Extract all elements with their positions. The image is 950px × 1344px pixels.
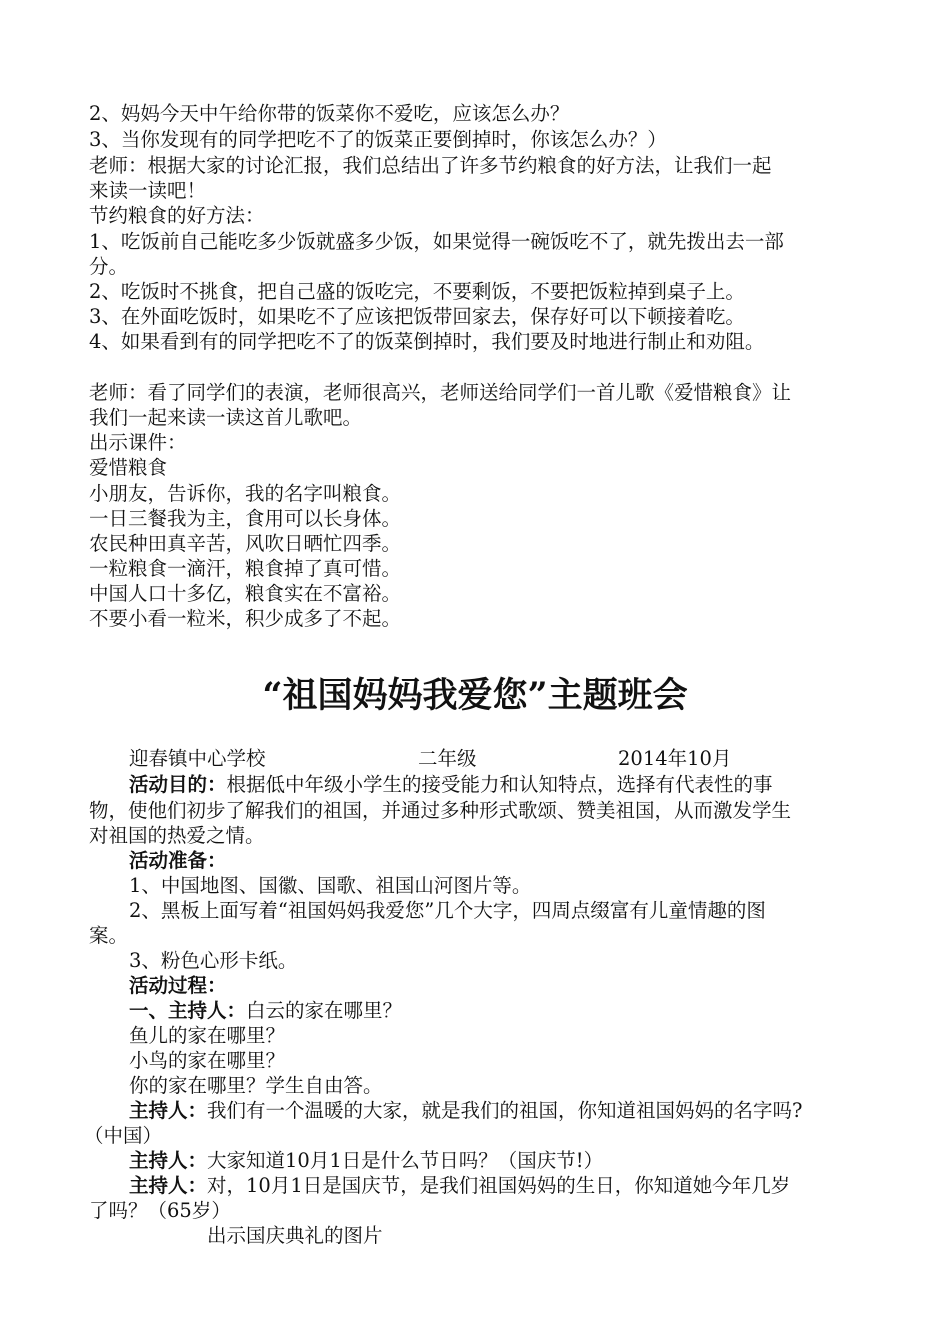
host-line [129, 1148, 869, 1174]
text-line: （中国） [84, 1124, 163, 1147]
section-title: “祖国妈妈我爱您”主题班会 [262, 675, 688, 716]
poem-line: 不要小看一粒米，积少成多了不起。 [89, 607, 402, 630]
host-text: 我们有一个温暖的大家，就是我们的祖国，你知道祖国妈妈的名字吗? [207, 1099, 803, 1122]
text-line: 老师：根据大家的讨论汇报，我们总结出了许多节约粮食的好方法，让我们一起 [89, 154, 772, 177]
grade-label: 二年级 [418, 747, 477, 770]
goal-text: 根据低中年级小学生的接受能力和认知特点，选择有代表性的事 [226, 773, 773, 796]
process-label: 活动过程： [129, 974, 227, 997]
prep-label: 活动准备： [129, 849, 227, 872]
school-name: 迎春镇中心学校 [129, 747, 266, 770]
poem-line: 一粒粮食一滴汗，粮食掉了真可惜。 [89, 557, 402, 580]
poem-line: 农民种田真辛苦，风吹日晒忙四季。 [89, 532, 402, 555]
text-line: 对祖国的热爱之情。 [89, 824, 265, 847]
text-line: 出示课件： [89, 431, 187, 454]
text-line: 节约粮食的好方法： [89, 204, 265, 227]
poem-line: 一日三餐我为主，食用可以长身体。 [89, 507, 402, 530]
prep-item: 3、粉色心形卡纸。 [129, 949, 298, 972]
host-line [129, 998, 869, 1024]
goal-paragraph [129, 772, 869, 798]
text-line: 4、如果看到有的同学把吃不了的饭菜倒掉时，我们要及时地进行制止和劝阻。 [89, 330, 765, 353]
host-label: 主持人： [129, 1149, 208, 1172]
text-line: 2、吃饭时不挑食，把自己盛的饭吃完，不要剩饭，不要把饭粒掉到桌子上。 [89, 280, 745, 303]
text-line: 我们一起来读一读这首儿歌吧。 [89, 406, 363, 429]
text-line: 分。 [89, 255, 129, 278]
host-text: 白云的家在哪里？ [246, 999, 403, 1022]
poem-title: 爱惜粮食 [89, 456, 168, 479]
host-label: 一、主持人： [129, 999, 247, 1022]
text-line: 3、当你发现有的同学把吃不了的饭菜正要倒掉时，你该怎么办？） [89, 128, 667, 151]
host-line [129, 1173, 869, 1199]
host-label: 主持人： [129, 1099, 208, 1122]
text-line: 2、妈妈今天中午给你带的饭菜你不爱吃，应该怎么办？ [89, 102, 570, 125]
text-line: 老师：看了同学们的表演，老师很高兴，老师送给同学们一首儿歌《爱惜粮食》让 [89, 381, 792, 404]
text-line: 案。 [89, 924, 129, 947]
goal-label: 活动目的： [129, 773, 227, 796]
text-line: 1、吃饭前自己能吃多少饭就盛多少饭，如果觉得一碗饭吃不了，就先拨出去一部 [89, 230, 784, 253]
question-line: 鱼儿的家在哪里？ [129, 1024, 286, 1047]
date-label: 2014年10月 [618, 747, 732, 770]
host-text: 对，10月1日是国庆节，是我们祖国妈妈的生日，你知道她今年几岁 [207, 1174, 791, 1197]
question-line: 你的家在哪里？学生自由答。 [129, 1074, 383, 1097]
poem-line: 中国人口十多亿，粮食实在不富裕。 [89, 582, 402, 605]
text-line: 3、在外面吃饭时，如果吃不了应该把饭带回家去，保存好可以下顿接着吃。 [89, 305, 745, 328]
text-line: 出示国庆典礼的图片 [207, 1224, 383, 1247]
host-label: 主持人： [129, 1174, 208, 1197]
prep-item: 2、黑板上面写着“祖国妈妈我爱您”几个大字，四周点缀富有儿童情趣的图 [129, 899, 766, 922]
host-text: 大家知道10月1日是什么节日吗？（国庆节!） [207, 1149, 604, 1172]
poem-line: 小朋友，告诉你，我的名字叫粮食。 [89, 482, 402, 505]
host-line [129, 1098, 869, 1124]
text-line: 来读一读吧！ [89, 179, 207, 202]
text-line: 物，使他们初步了解我们的祖国，并通过多种形式歌颂、赞美祖国，从而激发学生 [89, 799, 792, 822]
question-line: 小鸟的家在哪里？ [129, 1049, 286, 1072]
prep-item: 1、中国地图、国徽、国歌、祖国山河图片等。 [129, 874, 532, 897]
text-line: 了吗？（65岁） [89, 1199, 231, 1222]
